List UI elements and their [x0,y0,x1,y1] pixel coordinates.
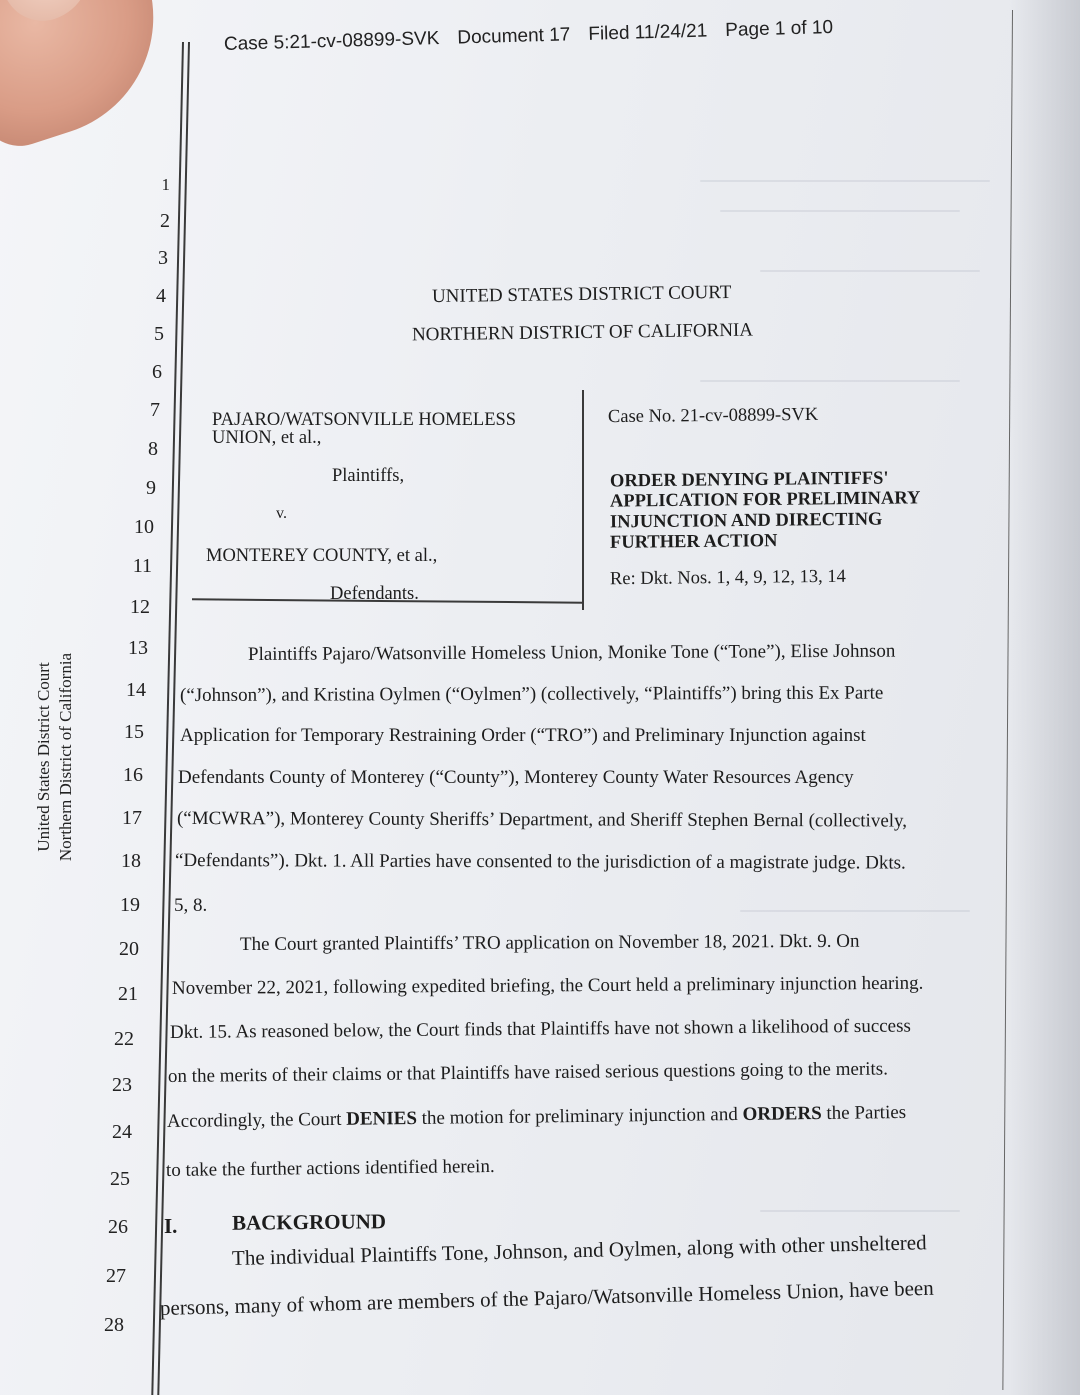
defendants-label: Defendants. [330,584,419,604]
body-text: the motion for preliminary injunction and [416,1103,743,1129]
order-title-line-3: INJUNCTION AND DIRECTING [609,509,883,533]
line-number: 12 [130,596,150,618]
body-line: Plaintiffs Pajaro/Watsonville Homeless Union, Monike Tone (“Tone”), Elise Johnson [247,640,896,665]
body-line: The individual Plaintiffs Tone, Johnson, and Oylmen, along with other unsheltered [231,1230,927,1270]
line-number: 13 [128,637,148,659]
body-line: persons, many of whom are members of the Pajaro/Watsonville Homeless Union, have been [159,1275,934,1320]
header-filed-date: Filed 11/24/21 [588,20,708,45]
bleed-through [760,270,980,272]
header-document-number: Document 17 [457,24,571,49]
line-number: 14 [126,679,146,701]
line-number: 18 [121,850,141,872]
line-number: 11 [132,555,152,577]
line-number: 15 [124,721,144,743]
line-number: 19 [120,894,140,916]
court-name: UNITED STATES DISTRICT COURT [431,281,732,308]
line-number: 4 [156,285,166,307]
thumb [0,0,184,156]
bleed-through [700,380,960,382]
versus-label: v. [276,505,287,522]
order-title-line-2: APPLICATION FOR PRELIMINARY [609,488,921,512]
line-number: 24 [112,1121,132,1143]
bleed-through [700,180,990,182]
body-line: to take the further actions identified herein. [165,1155,495,1181]
line-number: 5 [154,323,164,345]
bleed-through [740,910,970,912]
section-number: I. [164,1214,178,1238]
body-line: Dkt. 15. As reasoned below, the Court finds that Plaintiffs have not shown a likelihood of success [169,1015,911,1043]
line-number: 25 [110,1168,130,1190]
case-number: Case No. 21-cv-08899-SVK [607,404,819,428]
line-number: 6 [152,361,162,383]
line-number: 27 [106,1265,126,1287]
section-title: BACKGROUND [231,1209,387,1235]
docket-reference: Re: Dkt. Nos. 1, 4, 9, 12, 13, 14 [609,566,846,590]
margin-rule-left [151,42,184,1395]
line-number: 20 [119,938,139,960]
line-number: 7 [150,399,160,421]
line-number: 10 [134,516,154,538]
body-line: 5, 8. [174,895,208,916]
line-number: 8 [148,438,158,460]
header-case-number: Case 5:21-cv-08899-SVK [223,27,440,55]
body-line: on the merits of their claims or that Plaintiffs have raised serious questions going to the merits. [167,1058,889,1087]
header-page-number: Page 1 of 10 [724,16,834,41]
document-header [224,16,864,56]
order-title-line-4: FURTHER ACTION [609,531,778,553]
line-number: 17 [122,807,142,829]
sidebar-court-line-1: United States District Court [34,662,53,852]
line-number: 9 [146,477,156,499]
line-number: 22 [114,1028,134,1050]
body-line: Defendants County of Monterey (“County”), Monterey County Water Resources Agency [178,767,854,788]
line-number: 3 [158,247,168,269]
bleed-through [720,210,960,212]
body-line: The Court granted Plaintiffs’ TRO application on November 18, 2021. Dkt. 9. On [239,930,860,955]
line-number: 28 [104,1314,124,1336]
line-number: 21 [118,983,138,1005]
margin-rule-left-double [157,42,190,1395]
caption-divider-vertical [582,390,584,610]
line-number: 2 [160,210,170,232]
body-text: the Parties [821,1101,907,1125]
plaintiff-name-line-1: PAJARO/WATSONVILLE HOMELESS [212,410,517,430]
page-edge-shadow [1010,0,1080,1395]
body-line: (“MCWRA”), Monterey County Sheriffs’ Department, and Sheriff Stephen Bernal (collectively, [176,808,908,832]
body-line-order [167,1102,906,1133]
plaintiffs-label: Plaintiffs, [332,466,405,486]
defendant-name: MONTEREY COUNTY, et al., [206,546,438,566]
thumbnail-nail [0,0,102,31]
body-text: Accordingly, the Court [166,1108,347,1132]
plaintiff-name-line-2: UNION, et al., [212,428,322,448]
body-line: Application for Temporary Restraining Order (“TRO”) and Preliminary Injunction against [180,725,866,746]
body-line: “Defendants”). Dkt. 1. All Parties have consented to the jurisdiction of a magistrate judge. Dkts. [174,850,906,874]
bleed-through [760,1210,960,1212]
sidebar-court-label [33,582,77,932]
body-line: November 22, 2021, following expedited briefing, the Court held a preliminary injunction hearing. [171,972,924,999]
line-number: 23 [112,1074,132,1096]
body-line: (“Johnson”), and Kristina Oylmen (“Oylmen”) (collectively, “Plaintiffs”) bring this Ex Parte [179,682,884,706]
orders-emphasis: ORDERS [742,1103,822,1125]
order-title-line-1: ORDER DENYING PLAINTIFFS' [609,468,889,492]
line-number: 26 [108,1216,128,1238]
court-district: NORTHERN DISTRICT OF CALIFORNIA [411,319,754,346]
line-number: 1 [161,175,170,194]
sidebar-court-line-2: Northern District of California [56,652,75,862]
line-number: 16 [123,764,143,786]
denies-emphasis: DENIES [346,1107,418,1130]
